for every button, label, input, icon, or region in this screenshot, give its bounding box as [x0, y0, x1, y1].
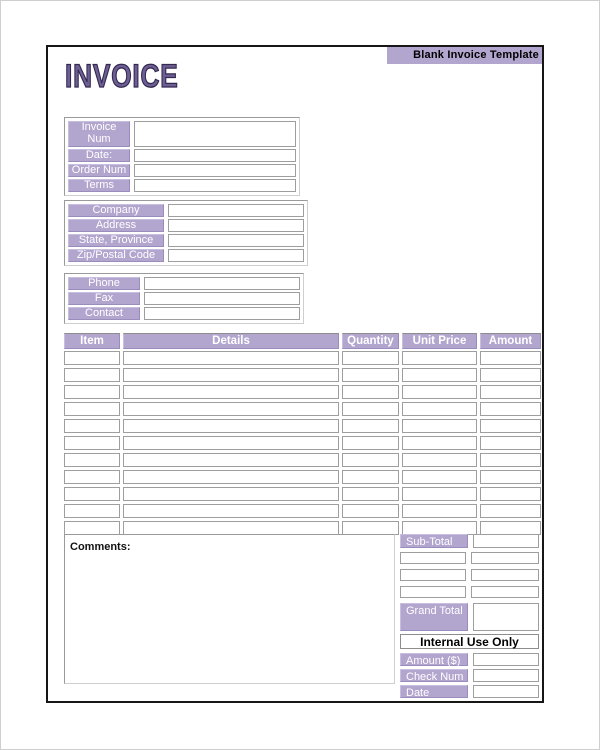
- extra-total-label[interactable]: [400, 586, 466, 598]
- table-cell[interactable]: [402, 385, 477, 399]
- table-cell[interactable]: [402, 351, 477, 365]
- table-cell[interactable]: [402, 402, 477, 416]
- column-header: Unit Price: [402, 333, 477, 349]
- table-cell[interactable]: [402, 470, 477, 484]
- table-cell[interactable]: [402, 521, 477, 535]
- comments-label: Comments:: [70, 541, 131, 553]
- internal-field-row-label: Date: [400, 685, 468, 698]
- table-cell[interactable]: [480, 521, 541, 535]
- table-cell[interactable]: [123, 487, 339, 501]
- field-row: [68, 164, 296, 177]
- field-input[interactable]: [144, 307, 300, 320]
- extra-total-label[interactable]: [400, 569, 466, 581]
- table-cell[interactable]: [123, 419, 339, 433]
- table-row: [64, 436, 541, 450]
- table-cell[interactable]: [480, 487, 541, 501]
- table-cell[interactable]: [64, 487, 120, 501]
- totals-column: [400, 534, 539, 701]
- table-cell[interactable]: [402, 453, 477, 467]
- table-cell[interactable]: [64, 419, 120, 433]
- table-row: [64, 368, 541, 382]
- table-cell[interactable]: [480, 470, 541, 484]
- extra-total-input[interactable]: [471, 569, 539, 581]
- table-cell[interactable]: [480, 504, 541, 518]
- field-input[interactable]: [168, 234, 304, 247]
- items-table-body: [64, 351, 541, 535]
- column-header: Quantity: [342, 333, 399, 349]
- internal-field-row: [400, 653, 539, 666]
- table-cell[interactable]: [342, 504, 399, 518]
- bottom-section: [64, 534, 539, 701]
- extra-total-label[interactable]: [400, 552, 466, 564]
- internal-field-row: [400, 685, 539, 698]
- field-label: Company: [68, 204, 164, 217]
- extra-total-row: [400, 569, 539, 581]
- field-row: [68, 179, 296, 192]
- internal-field-row-label: Amount ($): [400, 653, 468, 666]
- table-cell[interactable]: [64, 436, 120, 450]
- table-cell[interactable]: [480, 419, 541, 433]
- field-input[interactable]: [168, 204, 304, 217]
- items-table: [64, 333, 541, 538]
- grand-total-row: [400, 603, 539, 631]
- table-cell[interactable]: [480, 402, 541, 416]
- table-cell[interactable]: [64, 368, 120, 382]
- table-row: [64, 470, 541, 484]
- table-cell[interactable]: [123, 521, 339, 535]
- field-input[interactable]: [144, 292, 300, 305]
- table-cell[interactable]: [123, 453, 339, 467]
- table-cell[interactable]: [342, 521, 399, 535]
- extra-total-row: [400, 552, 539, 564]
- table-cell[interactable]: [123, 402, 339, 416]
- table-cell[interactable]: [123, 385, 339, 399]
- table-cell[interactable]: [342, 385, 399, 399]
- internal-field-row-input[interactable]: [473, 669, 539, 682]
- table-cell[interactable]: [402, 436, 477, 450]
- table-cell[interactable]: [64, 521, 120, 535]
- table-cell[interactable]: [64, 351, 120, 365]
- column-header: Details: [123, 333, 339, 349]
- table-cell[interactable]: [480, 436, 541, 450]
- table-cell[interactable]: [480, 385, 541, 399]
- field-input[interactable]: [134, 164, 296, 177]
- table-row: [64, 351, 541, 365]
- table-cell[interactable]: [402, 487, 477, 501]
- table-cell[interactable]: [402, 504, 477, 518]
- table-cell[interactable]: [342, 470, 399, 484]
- table-row: [64, 521, 541, 535]
- invoice-title: INVOICE: [65, 58, 179, 94]
- table-cell[interactable]: [480, 351, 541, 365]
- field-row: [68, 249, 304, 262]
- invoice-page: [46, 45, 544, 703]
- field-row: [68, 234, 304, 247]
- field-row: [68, 219, 304, 232]
- field-label: Fax: [68, 292, 140, 305]
- items-table-header: [64, 333, 541, 349]
- table-row: [64, 504, 541, 518]
- field-label: Zip/Postal Code: [68, 249, 164, 262]
- subtotal-row-input[interactable]: [473, 534, 539, 548]
- field-row: [68, 292, 300, 305]
- column-header: Item: [64, 333, 120, 349]
- field-label: Address: [68, 219, 164, 232]
- grand-total-row-input[interactable]: [473, 603, 539, 631]
- field-row: [68, 121, 296, 147]
- field-row: [68, 149, 296, 162]
- table-row: [64, 385, 541, 399]
- table-cell[interactable]: [342, 351, 399, 365]
- table-cell[interactable]: [342, 419, 399, 433]
- column-header: Amount: [480, 333, 541, 349]
- internal-use-banner: Internal Use Only: [400, 634, 539, 649]
- table-row: [64, 453, 541, 467]
- grand-total-row-label: Grand Total: [400, 603, 468, 631]
- table-cell[interactable]: [64, 470, 120, 484]
- internal-field-row-input[interactable]: [473, 653, 539, 666]
- table-row: [64, 487, 541, 501]
- table-cell[interactable]: [64, 453, 120, 467]
- comments-box: [64, 534, 395, 684]
- field-input[interactable]: [134, 149, 296, 162]
- field-input[interactable]: [144, 277, 300, 290]
- contact-info-section: [64, 273, 304, 324]
- table-row: [64, 402, 541, 416]
- subtotal-row: [400, 534, 539, 548]
- template-badge: Blank Invoice Template: [387, 47, 542, 64]
- field-input[interactable]: [168, 219, 304, 232]
- field-row: [68, 204, 304, 217]
- table-cell[interactable]: [480, 453, 541, 467]
- field-row: [68, 277, 300, 290]
- table-cell[interactable]: [342, 368, 399, 382]
- field-label: Contact: [68, 307, 140, 320]
- table-cell[interactable]: [402, 419, 477, 433]
- table-cell[interactable]: [342, 402, 399, 416]
- extra-total-input[interactable]: [471, 586, 539, 598]
- table-cell[interactable]: [342, 453, 399, 467]
- field-label: Order Num: [68, 164, 130, 177]
- field-row: [68, 307, 300, 320]
- table-cell[interactable]: [64, 504, 120, 518]
- field-input[interactable]: [168, 249, 304, 262]
- field-label: State, Province: [68, 234, 164, 247]
- table-row: [64, 419, 541, 433]
- internal-field-row-label: Check Num: [400, 669, 468, 682]
- table-cell[interactable]: [64, 385, 120, 399]
- field-input[interactable]: [134, 121, 296, 147]
- field-input[interactable]: [134, 179, 296, 192]
- extra-total-input[interactable]: [471, 552, 539, 564]
- table-cell[interactable]: [123, 470, 339, 484]
- table-cell[interactable]: [123, 368, 339, 382]
- table-cell[interactable]: [402, 368, 477, 382]
- internal-field-row: [400, 669, 539, 682]
- comments-input[interactable]: [70, 555, 389, 675]
- invoice-info-section: [64, 117, 300, 196]
- field-label: Terms: [68, 179, 130, 192]
- company-info-section: [64, 200, 308, 266]
- field-label: Date:: [68, 149, 130, 162]
- table-cell[interactable]: [64, 402, 120, 416]
- table-cell[interactable]: [342, 487, 399, 501]
- table-cell[interactable]: [123, 504, 339, 518]
- subtotal-row-label: Sub-Total: [400, 534, 468, 548]
- field-label: Invoice Num: [68, 121, 130, 147]
- table-cell[interactable]: [123, 351, 339, 365]
- field-label: Phone: [68, 277, 140, 290]
- table-cell[interactable]: [123, 436, 339, 450]
- internal-field-row-input[interactable]: [473, 685, 539, 698]
- extra-total-row: [400, 586, 539, 598]
- table-cell[interactable]: [480, 368, 541, 382]
- table-cell[interactable]: [342, 436, 399, 450]
